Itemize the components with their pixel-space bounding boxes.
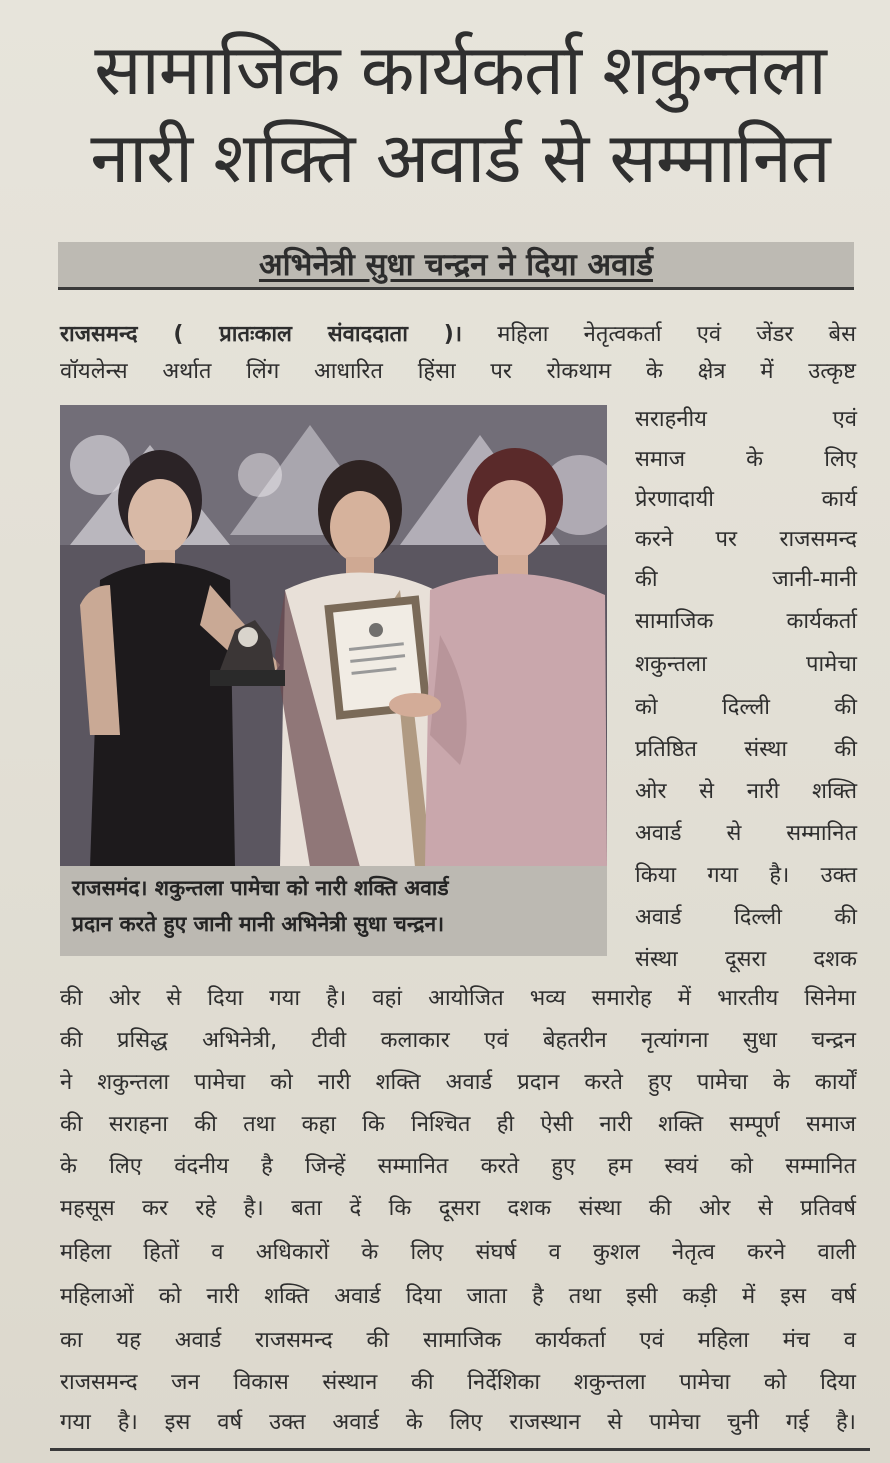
right-column-line: प्रेरणादायी कार्य xyxy=(635,487,857,512)
right-column-line: अवार्ड से सम्मानित xyxy=(635,821,857,846)
right-column-line: अवार्ड दिल्ली की xyxy=(635,905,857,930)
body-line: महिला हितों व अधिकारों के लिए संघर्ष व कुशल नेतृत्व करने वाली xyxy=(60,1240,856,1265)
intro-line-2: वॉयलेन्स अर्थात लिंग आधारित हिंसा पर रोकथाम के क्षेत्र में उत्कृष्ट xyxy=(60,359,856,384)
photo-caption-line-1: राजसमंद। शकुन्तला पामेचा को नारी शक्ति अवार्ड xyxy=(72,876,449,900)
body-line: की प्रसिद्ध अभिनेत्री, टीवी कलाकार एवं बेहतरीन नृत्यांगना सुधा चन्द्रन xyxy=(60,1028,856,1053)
photo-caption-line-2: प्रदान करते हुए जानी मानी अभिनेत्री सुधा चन्द्रन। xyxy=(72,912,445,936)
bottom-rule xyxy=(50,1448,870,1451)
right-column-line: संस्था दूसरा दशक xyxy=(635,947,857,972)
right-column-line: शकुन्तला पामेचा xyxy=(635,652,857,677)
body-line: महिलाओं को नारी शक्ति अवार्ड दिया जाता है तथा इसी कड़ी में इस वर्ष xyxy=(60,1284,856,1309)
right-column-line: समाज के लिए xyxy=(635,447,857,472)
right-column-line: ओर से नारी शक्ति xyxy=(635,779,857,804)
award-photo xyxy=(60,405,607,867)
intro-line-1-text: महिला नेतृत्वकर्ता एवं जेंडर बेस xyxy=(462,322,856,347)
body-line: की सराहना की तथा कहा कि निश्चित ही ऐसी नारी शक्ति सम्पूर्ण समाज xyxy=(60,1112,856,1137)
body-line: का यह अवार्ड राजसमन्द की सामाजिक कार्यकर्ता एवं महिला मंच व xyxy=(60,1328,856,1353)
right-column-line: प्रतिष्ठित संस्था की xyxy=(635,737,857,762)
body-line: की ओर से दिया गया है। वहां आयोजित भव्य समारोह में भारतीय सिनेमा xyxy=(60,986,856,1011)
body-line: ने शकुन्तला पामेचा को नारी शक्ति अवार्ड प्रदान करते हुए पामेचा के कार्यों xyxy=(60,1070,856,1095)
body-line: गया है। इस वर्ष उक्त अवार्ड के लिए राजस्थान से पामेचा चुनी गई है। xyxy=(60,1410,856,1435)
subheadline: अभिनेत्री सुधा चन्द्रन ने दिया अवार्ड xyxy=(258,247,654,283)
right-column-line: को दिल्ली की xyxy=(635,695,857,720)
body-line: राजसमन्द जन विकास संस्थान की निर्देशिका शकुन्तला पामेचा को दिया xyxy=(60,1370,856,1395)
right-column-line: सराहनीय एवं xyxy=(635,407,857,432)
right-column-line: सामाजिक कार्यकर्ता xyxy=(635,609,857,634)
subheadline-rule xyxy=(58,287,854,290)
right-column-line: की जानी-मानी xyxy=(635,567,857,592)
right-column-line: करने पर राजसमन्द xyxy=(635,527,857,552)
award-photo-illustration xyxy=(60,405,607,867)
headline-line-2: नारी शक्ति अवार्ड से सम्मानित xyxy=(90,117,830,199)
body-line: के लिए वंदनीय है जिन्हें सम्मानित करते हुए हम स्वयं को सम्मानित xyxy=(60,1154,856,1179)
body-line: महसूस कर रहे है। बता दें कि दूसरा दशक संस्था की ओर से प्रतिवर्ष xyxy=(60,1196,856,1221)
right-column-line: किया गया है। उक्त xyxy=(635,863,857,888)
intro-line-1 xyxy=(60,318,856,352)
dateline: राजसमन्द ( प्रातःकाल संवाददाता )। xyxy=(60,322,463,347)
headline-line-1: सामाजिक कार्यकर्ता शकुन्तला xyxy=(94,29,826,111)
